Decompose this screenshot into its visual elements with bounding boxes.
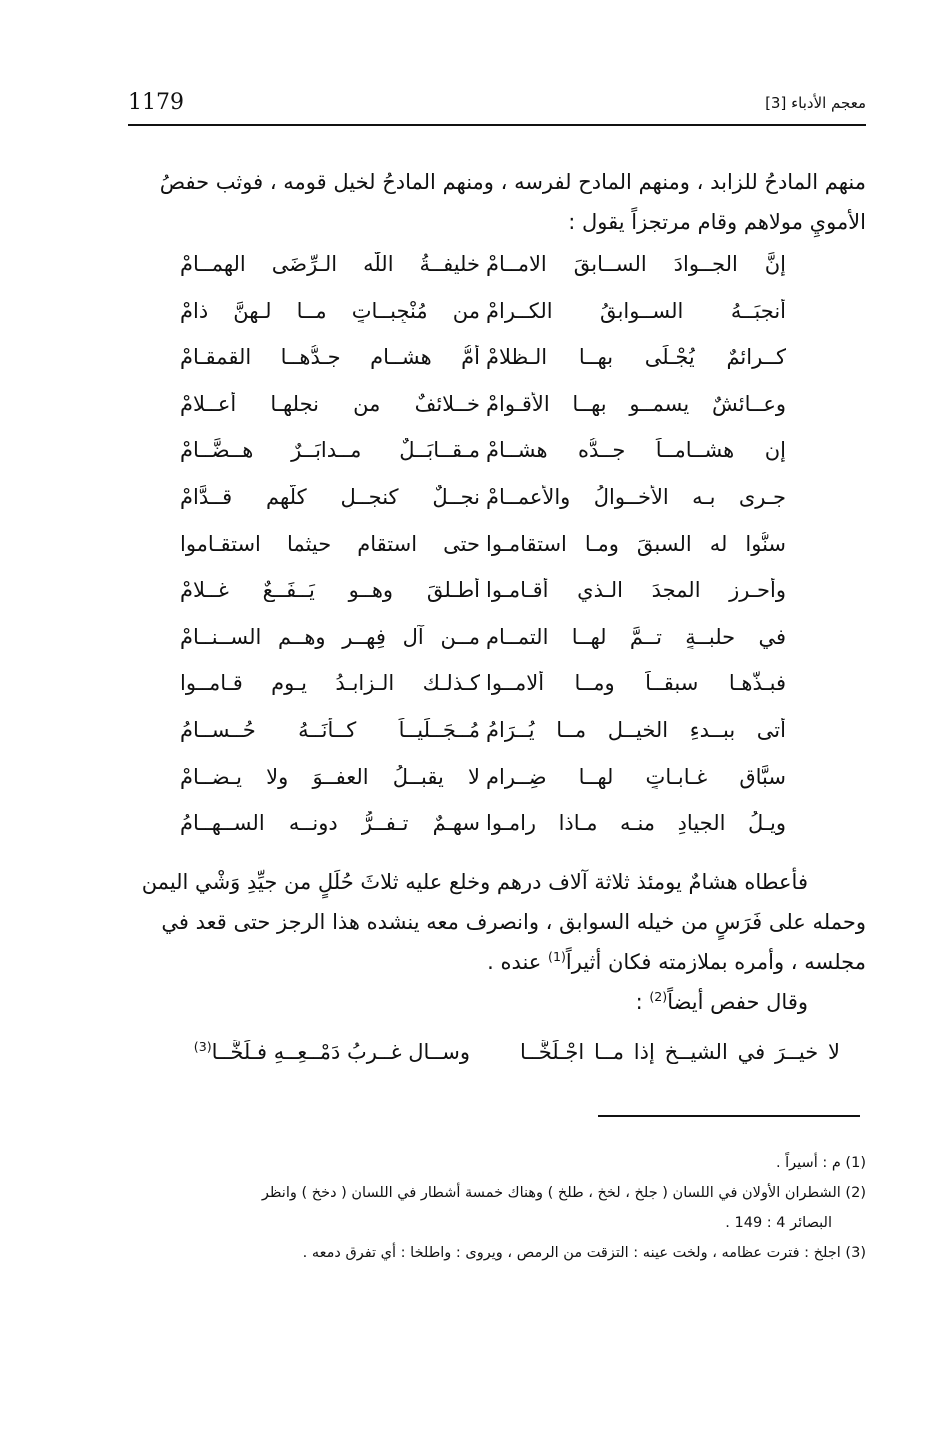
verse-first-hemistich: لا خيــرَ في الشيــخ إذا مــا اجْـلَخَّــا — [520, 1040, 840, 1064]
verse-second-hemistich: من مُنْجِبــاتٍ مــا لـهنَّ ذامْ — [180, 298, 480, 323]
verse — [180, 392, 786, 439]
verse-first-hemistich: كــرائمٌ يُجْـلَى بهــا الـظلامْ — [486, 345, 786, 370]
verse-first-hemistich: إنَّ الجــوادَ الســابقَ الامــامْ — [486, 252, 786, 276]
verse-first-hemistich: ويـلُ الجيادِ منـه مـاذا رامـوا — [486, 811, 786, 836]
verse — [180, 438, 786, 485]
verse-first-hemistich: جـرى بـه الأخــوالُ والأعمــامْ — [486, 484, 786, 509]
verse-first-hemistich: إن هشــامــاً جــدُّه هشــامْ — [486, 438, 786, 463]
footnote: (3) اجلخ : فترت عظامه ، ولخت عينه : التزقت من الرمص ، ويروى : واطلخا : أي تفرق دمعه . — [302, 1245, 866, 1261]
verse — [180, 718, 786, 765]
verse-first-hemistich: في حلبــةٍ تــمَّ لهــا التمــام — [486, 624, 786, 649]
verse-second-hemistich: خــلائفٌ من نجلهـا أعــلامْ — [180, 391, 480, 416]
verse-second-hemistich: كـذلـك الـزابـدُ يـوم قـامــوا — [180, 671, 480, 696]
header-rule — [128, 124, 866, 126]
verse-first-hemistich: سبَّاق غـابـاتٍ لهــا ضِــرام — [486, 764, 786, 789]
footnote: (1) م : أسيراً . — [775, 1155, 866, 1171]
footnote-rule — [598, 1115, 860, 1117]
footnote-text: (2) الشطران الأولان في اللسان ( جلخ ، لخخ ، طلخ ) وهناك خمسة أشطار في اللسان ( دخخ ) وانظر — [261, 1185, 866, 1201]
closing-paragraph — [108, 862, 866, 1022]
verse-second-hemistich: مــن آل فِهــرٍ وهــم الســنــامْ — [180, 624, 480, 649]
verse-second-hemistich: نجــلٌ كنجــلٍ كلُّهم قــدَّامْ — [180, 484, 480, 509]
verse — [180, 532, 786, 579]
footnote-ref-2: (2) — [649, 989, 668, 1004]
verse-second-hemistich: لا يقبــلُ العفــوَ ولا يـضــامْ — [180, 764, 480, 789]
verse-second-hemistich — [140, 1040, 470, 1064]
closing-line-3-text: مجلسه ، وأمره بملازمته فكان أثيراً — [565, 950, 866, 974]
verse-first-hemistich: سنُّوا له السبقَ ومـا استقامـوا — [486, 531, 786, 556]
verse-second-hemistich: مُــجَــلِّيــاً كــأنَــهُ حُــســامُ — [180, 717, 480, 742]
verse-second-hemistich: سهـمٌ تـفــرُّ دونــه الســهــامُ — [180, 811, 480, 836]
verse-second-hemistich: أمُّ هشــامٍ جـدُّهــا القمقـامْ — [180, 345, 480, 370]
footnote-ref-1: (1) — [548, 949, 566, 964]
closing-line-2: وحمله على فَرَسٍ من خيله السوابق ، وانصرف معه ينشده هذا الرجز حتى قعد في — [161, 910, 866, 934]
footnote-continuation: البصائر 4 : 149 . — [725, 1215, 832, 1231]
verse-second-hemistich-text: وســال غــربُ دَمْــعِــهِ فـلَخَّــا — [211, 1040, 470, 1064]
closing-line-3-tail: عنده . — [487, 950, 549, 974]
intro-line-1: منهم المادحُ للزابد ، ومنهم المادح لفرسه ، ومنهم المادحُ لخيل قومه ، فوثب حفصُ — [159, 170, 866, 194]
verse-first-hemistich: وأحـرز المجدَ الـذي أقـامـوا — [486, 578, 786, 603]
verse-second-hemistich: أطـلقَ وهــو يَــفَــعٌ غــلامْ — [180, 578, 480, 603]
second-verse — [140, 1040, 840, 1086]
verse — [180, 299, 786, 346]
closing-line-4-tail: : — [635, 990, 650, 1014]
verse — [180, 625, 786, 672]
verse — [180, 671, 786, 718]
verse-first-hemistich: وعــائشٌ يسمــو بهــا الأقـوامْ — [486, 391, 786, 416]
page-number: 1179 — [128, 90, 184, 115]
footnotes — [110, 1148, 866, 1268]
verse-first-hemistich: أنجبَــهُ الســوابقُ الكــرامْ — [486, 298, 786, 323]
verse — [180, 345, 786, 392]
footnote-ref-3: (3) — [193, 1040, 212, 1054]
verse — [180, 578, 786, 625]
intro-line-2: الأمويِ مولاهم وقام مرتجزاً يقول : — [568, 210, 866, 234]
footnote — [110, 1178, 866, 1238]
verse-second-hemistich: مـقــابَــلٌ مــدابَــرٌ هــضَّــامْ — [180, 438, 480, 463]
verse — [180, 765, 786, 812]
verse-second-hemistich: حتى استقام حيثما استقـاموا — [180, 531, 480, 556]
poem — [180, 252, 786, 858]
intro-paragraph — [108, 162, 866, 242]
closing-line-4-text: وقال حفص أيضاً — [667, 990, 808, 1014]
running-head: معجم الأدباء [3] — [765, 94, 866, 112]
closing-line-1: فأعطاه هشامٌ يومئذ ثلاثة آلاف درهم وخلع عليه ثلاثَ حُلَلٍ من جيِّدِ وَشْي اليمن — [141, 870, 808, 894]
page-header — [128, 88, 866, 126]
verse-second-hemistich: خليفــةُ اللّٰه الـرِّضَى الهمــامْ — [180, 252, 480, 276]
verse-first-hemistich: فبـذَّهـا سبقــاً ومــا ألامــوا — [486, 671, 786, 696]
verse — [180, 485, 786, 532]
verse-first-hemistich: أتى ببــدءِ الخيــل مــا يُــرَامُ — [486, 717, 786, 742]
verse — [180, 252, 786, 299]
closing-line-3 — [108, 942, 866, 982]
closing-line-4 — [108, 982, 866, 1022]
verse — [180, 811, 786, 858]
